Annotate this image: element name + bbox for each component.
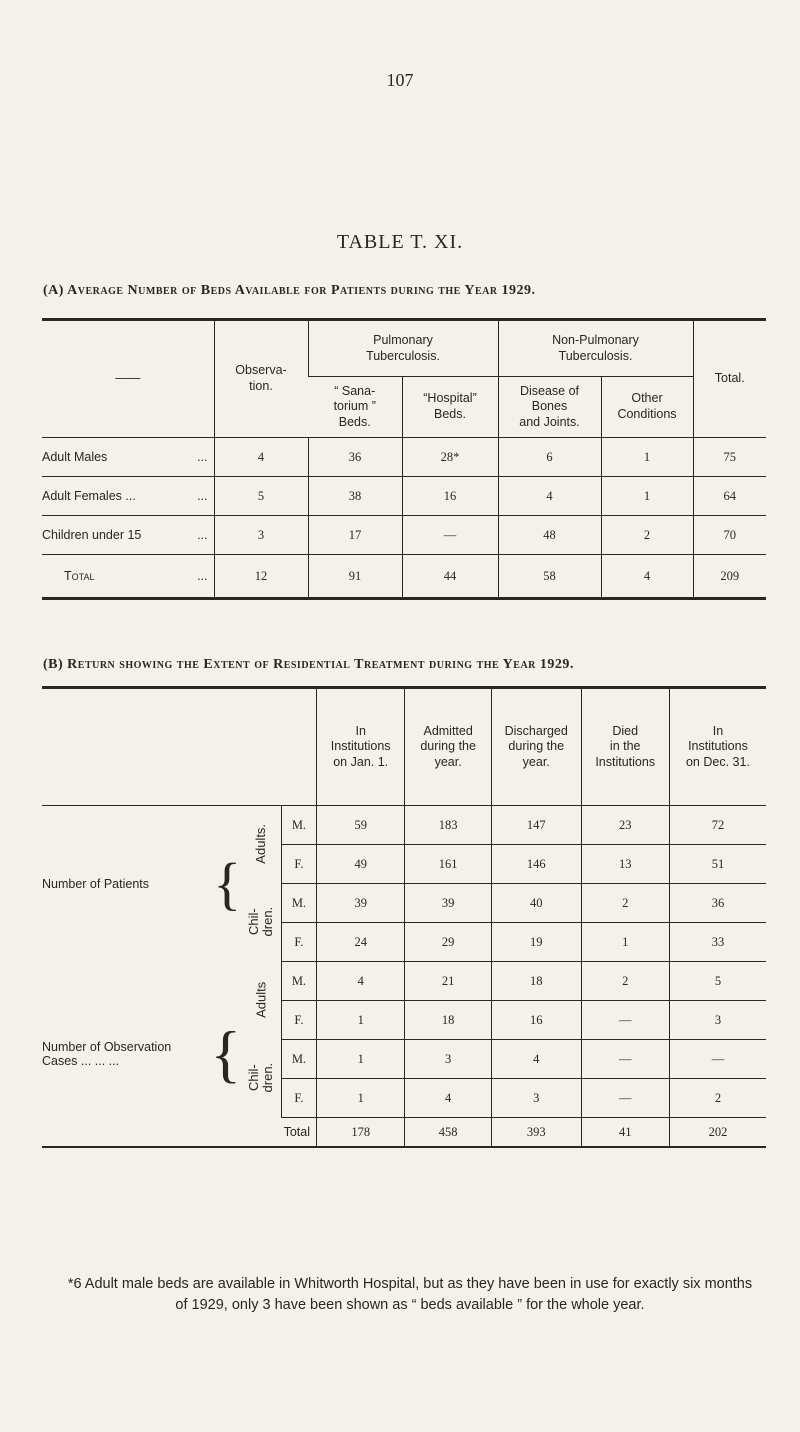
cell-bones: 58 — [498, 555, 601, 599]
cell-dec: 51 — [669, 845, 766, 884]
cell-died: 2 — [581, 962, 669, 1001]
sex-label: M. — [281, 806, 316, 845]
header-blank — [42, 688, 317, 806]
row-label: Adult Females ... ... — [42, 477, 214, 516]
cell-jan: 59 — [317, 806, 405, 845]
table-row-total — [42, 555, 766, 599]
cell-observation: 5 — [214, 477, 308, 516]
cell-dec: 202 — [669, 1118, 766, 1148]
cell-sanatorium: 36 — [308, 438, 402, 477]
cell-died: 2 — [581, 884, 669, 923]
group-label-observation: Number of Observation Cases ... ... ... — [42, 1039, 172, 1068]
table-a-caption: (A) Average Number of Beds Available for Patients during the Year 1929. — [43, 283, 536, 298]
table-row — [42, 438, 766, 477]
table-row — [42, 477, 766, 516]
cell-dec: 2 — [669, 1079, 766, 1118]
header-sanatorium-beds: “ Sana- torium ” Beds. — [308, 377, 402, 438]
table-title: TABLE T. XI. — [336, 231, 464, 253]
header-non-pulmonary: Non-Pulmonary Tuberculosis. — [498, 320, 693, 377]
brace: { — [210, 1017, 242, 1089]
brace: { — [213, 850, 242, 916]
cell-total: 70 — [693, 516, 766, 555]
cell-dec: 5 — [669, 962, 766, 1001]
cell-died: 1 — [581, 923, 669, 962]
row-label: Total ... — [64, 569, 208, 583]
cell-died: 23 — [581, 806, 669, 845]
cell-hospital: 44 — [402, 555, 498, 599]
cell-admitted: 458 — [405, 1118, 492, 1148]
cell-died: 41 — [581, 1118, 669, 1148]
cell-died: — — [581, 1040, 669, 1079]
cell-dec: — — [669, 1040, 766, 1079]
cell-admitted: 4 — [405, 1079, 492, 1118]
cell-admitted: 18 — [405, 1001, 492, 1040]
cell-observation: 4 — [214, 438, 308, 477]
sex-label: M. — [281, 1040, 316, 1079]
group-label-patients: Number of Patients — [42, 876, 149, 891]
header-observation: Observa- tion. — [214, 320, 308, 438]
header-total: Total. — [693, 320, 766, 438]
cell-admitted: 39 — [405, 884, 492, 923]
cell-bones: 6 — [498, 438, 601, 477]
cell-dec: 3 — [669, 1001, 766, 1040]
cell-jan: 24 — [317, 923, 405, 962]
header-discharged: Discharged during the year. — [491, 688, 581, 806]
cell-other: 4 — [601, 555, 693, 599]
adults-label: Adults. — [253, 824, 269, 864]
cell-other: 1 — [601, 477, 693, 516]
table-b-caption: (B) Return showing the Extent of Residential Treatment during the Year 1929. — [43, 657, 574, 672]
cell-bones: 48 — [498, 516, 601, 555]
cell-admitted: 3 — [405, 1040, 492, 1079]
residential-treatment-table — [42, 686, 766, 1148]
cell-hospital: 28* — [402, 438, 498, 477]
cell-discharged: 3 — [491, 1079, 581, 1118]
cell-sanatorium: 17 — [308, 516, 402, 555]
cell-observation: 3 — [214, 516, 308, 555]
cell-jan: 39 — [317, 884, 405, 923]
header-dec: In Institutions on Dec. 31. — [669, 688, 766, 806]
cell-discharged: 146 — [491, 845, 581, 884]
adults-label: Adults — [253, 981, 269, 1018]
cell-hospital: — — [402, 516, 498, 555]
cell-died: — — [581, 1001, 669, 1040]
table-row — [42, 962, 766, 1001]
sex-label: F. — [281, 1079, 316, 1118]
cell-observation: 12 — [214, 555, 308, 599]
cell-admitted: 183 — [405, 806, 492, 845]
cell-hospital: 16 — [402, 477, 498, 516]
cell-other: 2 — [601, 516, 693, 555]
page-number: 107 — [386, 70, 414, 90]
cell-died: 13 — [581, 845, 669, 884]
cell-dec: 72 — [669, 806, 766, 845]
footnote: *6 Adult male beds are available in Whitworth Hospital, but as they have been in use for exactly six months of 1929, only 3 have been shown as “ beds available ” for the whole year. — [67, 1276, 753, 1314]
cell-admitted: 29 — [405, 923, 492, 962]
cell-total: 64 — [693, 477, 766, 516]
beds-available-table — [42, 318, 766, 600]
table-row — [42, 516, 766, 555]
cell-discharged: 147 — [491, 806, 581, 845]
cell-jan: 1 — [317, 1001, 405, 1040]
cell-total: 209 — [693, 555, 766, 599]
cell-jan: 4 — [317, 962, 405, 1001]
cell-sanatorium: 38 — [308, 477, 402, 516]
cell-jan: 1 — [317, 1040, 405, 1079]
header-bones-joints: Disease of Bones and Joints. — [498, 377, 601, 438]
cell-jan: 1 — [317, 1079, 405, 1118]
header-other-conditions: Other Conditions — [601, 377, 693, 438]
header-jan: In Institutions on Jan. 1. — [317, 688, 405, 806]
cell-discharged: 393 — [491, 1118, 581, 1148]
cell-discharged: 16 — [491, 1001, 581, 1040]
header-pulmonary: Pulmonary Tuberculosis. — [308, 320, 498, 377]
sex-label: M. — [281, 962, 316, 1001]
cell-jan: 178 — [317, 1118, 405, 1148]
row-label: Children under 15 ... — [42, 516, 214, 555]
cell-discharged: 40 — [491, 884, 581, 923]
sex-label: M. — [281, 884, 316, 923]
cell-dec: 36 — [669, 884, 766, 923]
cell-dec: 33 — [669, 923, 766, 962]
table-row — [42, 806, 766, 845]
cell-total: 75 — [693, 438, 766, 477]
children-label: Chil- dren. — [246, 1062, 276, 1093]
children-label: Chil- dren. — [246, 906, 276, 937]
header-admitted: Admitted during the year. — [405, 688, 492, 806]
sex-label: F. — [281, 1001, 316, 1040]
sex-label: F. — [281, 845, 316, 884]
sex-label: F. — [281, 923, 316, 962]
cell-jan: 49 — [317, 845, 405, 884]
cell-died: — — [581, 1079, 669, 1118]
header-died: Died in the Institutions — [581, 688, 669, 806]
cell-admitted: 21 — [405, 962, 492, 1001]
header-hospital-beds: “Hospital” Beds. — [402, 377, 498, 438]
corner-dash: —— — [42, 320, 214, 438]
cell-discharged: 19 — [491, 923, 581, 962]
total-label: Total — [283, 1125, 310, 1139]
cell-admitted: 161 — [405, 845, 492, 884]
cell-bones: 4 — [498, 477, 601, 516]
row-label: Adult Males ... — [42, 438, 214, 477]
cell-other: 1 — [601, 438, 693, 477]
cell-discharged: 18 — [491, 962, 581, 1001]
cell-sanatorium: 91 — [308, 555, 402, 599]
cell-discharged: 4 — [491, 1040, 581, 1079]
